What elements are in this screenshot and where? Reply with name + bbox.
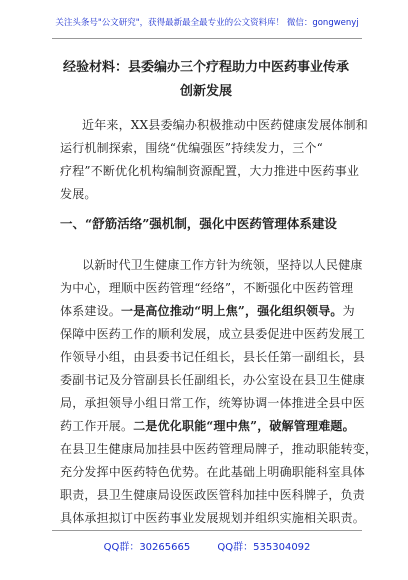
body-line: 局，承担领导小组日常工作，统筹协调一体推进全县中医 [60,396,366,410]
intro-line: 近年来，XX县委编办积极推动中医药健康发展体制和 [82,118,368,132]
body-line: 以新时代卫生健康工作方针为统领，坚持以人民健康 [82,258,363,272]
footer-qq-group-2: QQ群：535304092 [217,542,311,553]
body-line: 药工作开展。二是优化职能“理中焦”，破解管理难题。 [60,419,355,433]
footer-divider [52,530,362,531]
body-line: 作领导小组，由县委书记任组长，县长任第一副组长，县 [60,350,366,364]
body-line: 职责，县卫生健康局设医政医管科加挂中医科牌子，负责 [60,488,366,502]
bold-point: 二是优化职能“理中焦”，破解管理难题。 [133,419,355,433]
header-notice: 关注头条号"公文研究"，获得最新最全最专业的公文资料库！ 微信：gongwenyj [55,18,359,28]
body-line: 保障中医药工作的顺利发展，成立县委促进中医药发展工 [60,327,366,341]
intro-line: 发展。 [60,187,97,201]
document-title: 经验材料：县委编办三个疗程助力中医药事业传承创新发展 [62,60,349,99]
footer-qq-group-1: QQ群：30265665 [103,542,191,553]
footer [52,538,362,553]
body-line: 在县卫生健康局加挂县中医药管理局牌子，推动职能转变， [60,442,378,456]
body-line: 体系建设。一是高位推动“明上焦”，强化组织领导。为 [60,304,355,318]
section-heading: 一、“舒筋活络”强机制，强化中医药管理体系建设 [60,216,337,231]
body-line: 为中心，理顺中医药管理“经络”，不断强化中医药管理 [60,281,354,295]
body-line: 委副书记及分管副县长任副组长，办公室设在县卫生健康 [60,373,366,387]
body-line: 充分发挥中医药特色优势。在此基础上明确职能科室具体 [60,465,366,479]
intro-line: 运行机制探索，围绕“优编强医”持续发力，三个“ [60,141,324,155]
body-line: 具体承担拟订中医药事业发展规划并组织实施相关职责。 [60,511,366,525]
header-divider [52,38,362,39]
bold-point: 一是高位推动“明上焦”，强化组织领导。 [121,304,343,318]
intro-line: 疗程”不断优化机构编制资源配置，大力推进中医药事业 [60,164,360,178]
